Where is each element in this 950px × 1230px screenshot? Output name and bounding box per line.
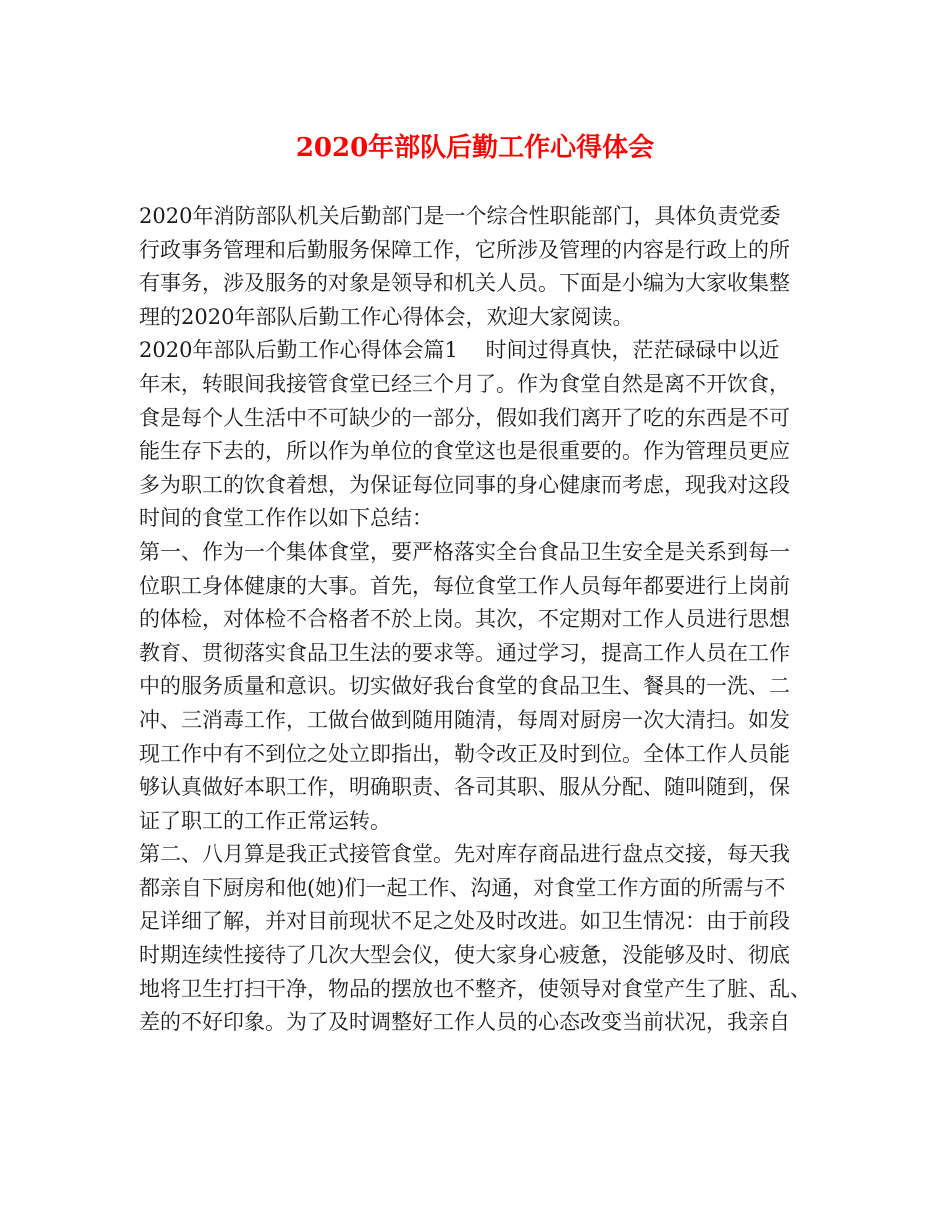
text-line: 2020年消防部队机关后勤部门是一个综合性职能部门，具体负责党委 (139, 204, 781, 228)
text-line: 现工作中有不到位之处立即指出，勒令改正及时到位。全体工作人员能 (139, 741, 790, 766)
text-line: 够认真做好本职工作，明确职责、各司其职、服从分配、随叫随到，保 (139, 775, 790, 800)
text-line: 有事务，涉及服务的对象是领导和机关人员。下面是小编为大家收集整 (139, 271, 790, 296)
text-line: 第一、作为一个集体食堂，要严格落实全台食品卫生安全是关系到每一 (139, 539, 790, 564)
text-line: 行政事务管理和后勤服务保障工作，它所涉及管理的内容是行政上的所 (139, 237, 790, 262)
document-title: 2020年部队后勤工作心得体会 (295, 133, 655, 163)
document-body (139, 200, 819, 1040)
text-line: 位职工身体健康的大事。首先，每位食堂工作人员每年都要进行上岗前 (139, 573, 790, 598)
text-line: 时间的食堂工作作以如下总结： (139, 506, 433, 531)
text-line: 年末，转眼间我接管食堂已经三个月了。作为食堂自然是离不开饮食， (139, 371, 790, 396)
text-line: 足详细了解，并对目前现状不足之处及时改进。如卫生情况：由于前段 (139, 909, 790, 934)
text-line: 都亲自下厨房和他(她)们一起工作、沟通，对食堂工作方面的所需与不 (139, 875, 786, 900)
text-line: 时期连续性接待了几次大型会仪，使大家身心疲惫，没能够及时、彻底 (139, 943, 790, 968)
text-line: 证了职工的工作正常运转。 (139, 808, 391, 833)
text-line: 的体检，对体检不合格者不於上岗。其次，不定期对工作人员进行思想 (139, 607, 790, 632)
text-line: 中的服务质量和意识。切实做好我台食堂的食品卫生、餐具的一洗、二 (139, 674, 790, 699)
text-line: 理的2020年部队后勤工作心得体会，欢迎大家阅读。 (139, 304, 634, 329)
text-line: 能生存下去的，所以作为单位的食堂这也是很重要的。作为管理员更应 (139, 439, 790, 464)
text-line: 地将卫生打扫干净，物品的摆放也不整齐，使领导对食堂产生了脏、乱、 (139, 976, 811, 1001)
text-line: 冲、三消毒工作，工做台做到随用随清，每周对厨房一次大清扫。如发 (139, 707, 790, 732)
text-line: 教育、贯彻落实食品卫生法的要求等。通过学习，提高工作人员在工作 (139, 640, 790, 665)
text-line: 食是每个人生活中不可缺少的一部分，假如我们离开了吃的东西是不可 (139, 405, 790, 430)
text-line: 2020年部队后勤工作心得体会篇1 时间过得真快，茫茫碌碌中以近 (139, 338, 780, 363)
text-line: 多为职工的饮食着想，为保证每位同事的身心健康而考虑，现我对这段 (139, 472, 790, 497)
text-line: 差的不好印象。为了及时调整好工作人员的心态改变当前状况，我亲自 (139, 1010, 790, 1035)
text-line: 第二、八月算是我正式接管食堂。先对库存商品进行盘点交接，每天我 (139, 842, 790, 867)
